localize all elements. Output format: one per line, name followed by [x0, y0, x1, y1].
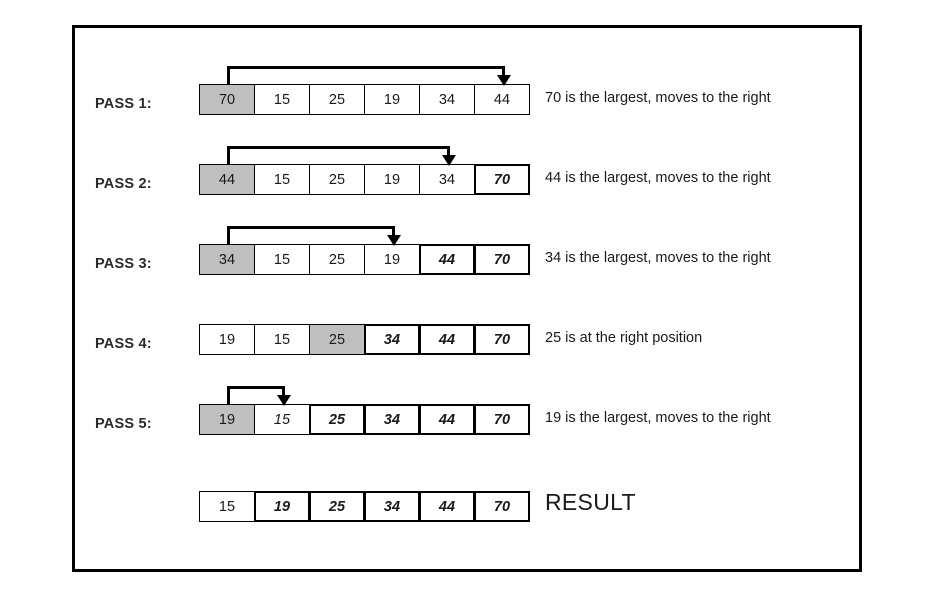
array-cell: 44: [199, 164, 255, 195]
array-cell: 44: [419, 404, 475, 435]
pass-note: 25 is at the right position: [545, 330, 703, 346]
pass-note: 44 is the largest, moves to the right: [545, 170, 771, 186]
pass-label: PASS 5:: [95, 416, 152, 432]
pass-row: [75, 66, 859, 146]
array-cell: 15: [254, 164, 310, 195]
pass-label: PASS 1:: [95, 96, 152, 112]
pass-label: PASS 3:: [95, 256, 152, 272]
array-cell: 34: [199, 244, 255, 275]
array-cell: 25: [309, 164, 365, 195]
array-cell: 25: [309, 324, 365, 355]
pass-row: [75, 226, 859, 306]
array-cell: 70: [474, 244, 530, 275]
move-arrow-icon: [227, 66, 505, 84]
move-arrow-icon: [227, 146, 450, 164]
pass-array: [199, 324, 530, 355]
array-cell: 34: [364, 404, 420, 435]
array-cell: 44: [419, 244, 475, 275]
array-cell: 15: [254, 404, 310, 435]
array-cell: 25: [309, 491, 365, 522]
array-cell: 70: [474, 164, 530, 195]
pass-row: [75, 386, 859, 466]
result-array: [199, 491, 530, 522]
array-cell: 25: [309, 84, 365, 115]
result-row: [75, 483, 859, 543]
pass-label: PASS 2:: [95, 176, 152, 192]
result-label: RESULT: [545, 489, 636, 515]
pass-array: [199, 404, 530, 435]
array-cell: 15: [254, 324, 310, 355]
array-cell: 70: [474, 404, 530, 435]
array-cell: 15: [254, 84, 310, 115]
array-cell: 44: [419, 491, 475, 522]
array-cell: 19: [364, 164, 420, 195]
array-cell: 25: [309, 244, 365, 275]
move-arrow-icon: [227, 226, 395, 244]
array-cell: 34: [419, 164, 475, 195]
array-cell: 25: [309, 404, 365, 435]
pass-note: 34 is the largest, moves to the right: [545, 250, 771, 266]
pass-note: 70 is the largest, moves to the right: [545, 90, 771, 106]
move-arrow-icon: [227, 386, 285, 404]
array-cell: 70: [199, 84, 255, 115]
array-cell: 19: [254, 491, 310, 522]
pass-array: [199, 164, 530, 195]
array-cell: 15: [199, 491, 255, 522]
array-cell: 34: [364, 491, 420, 522]
array-cell: 44: [474, 84, 530, 115]
pass-row: [75, 146, 859, 226]
pass-array: [199, 244, 530, 275]
array-cell: 34: [419, 84, 475, 115]
array-cell: 19: [364, 84, 420, 115]
array-cell: 34: [364, 324, 420, 355]
figure-frame: [72, 25, 862, 572]
array-cell: 19: [364, 244, 420, 275]
pass-row: [75, 306, 859, 386]
pass-label: PASS 4:: [95, 336, 152, 352]
pass-note: 19 is the largest, moves to the right: [545, 410, 771, 426]
array-cell: 70: [474, 324, 530, 355]
array-cell: 15: [254, 244, 310, 275]
array-cell: 70: [474, 491, 530, 522]
array-cell: 44: [419, 324, 475, 355]
array-cell: 19: [199, 324, 255, 355]
pass-array: [199, 84, 530, 115]
array-cell: 19: [199, 404, 255, 435]
